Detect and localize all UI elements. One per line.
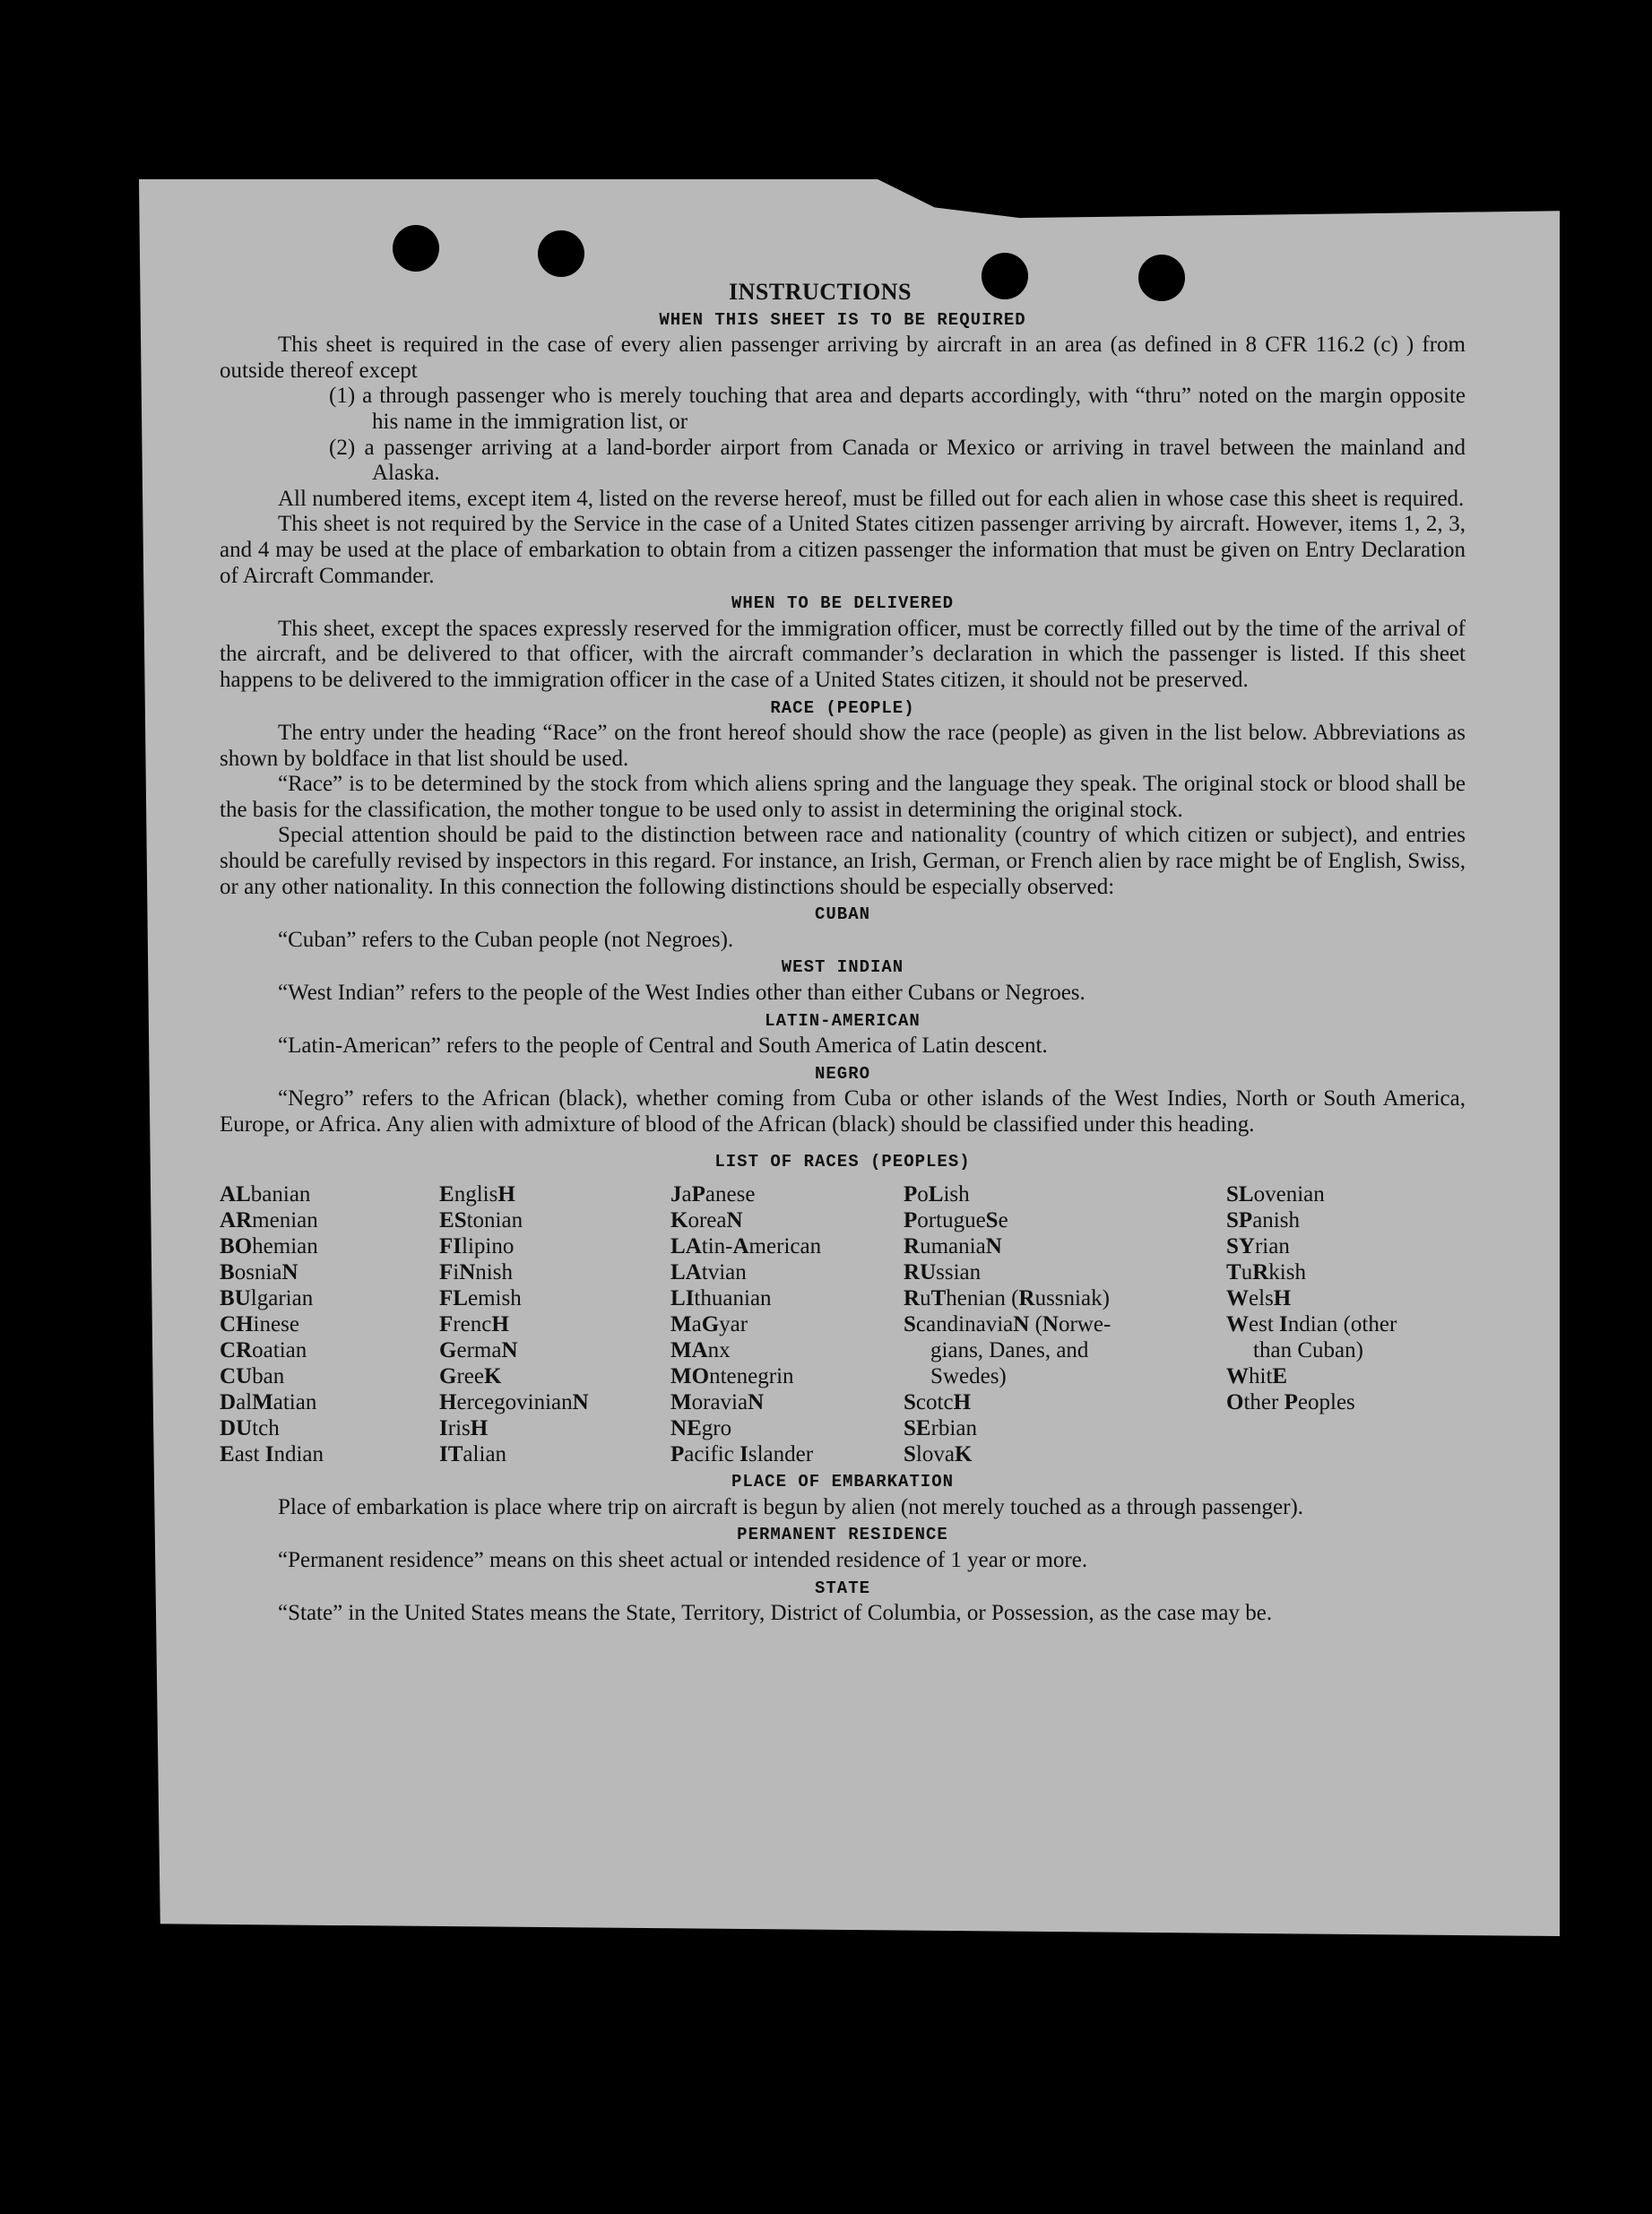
- race-item: gians, Danes, and: [930, 1338, 1089, 1363]
- race-item: PortugueSe: [904, 1208, 1008, 1233]
- race-item: ScotcH: [904, 1390, 972, 1415]
- race-item: CHinese: [220, 1312, 299, 1337]
- section-heading: CUBAN: [814, 904, 870, 925]
- race-item: LIthuanian: [670, 1286, 772, 1311]
- paragraph: “Permanent residence” means on this sheet actual or intended residence of 1 year or more.: [278, 1547, 1088, 1572]
- race-item: MOntenegrin: [670, 1364, 794, 1389]
- race-item: FLemish: [439, 1286, 522, 1311]
- race-item: RuThenian (Russniak): [904, 1286, 1110, 1311]
- race-item: ARmenian: [220, 1208, 318, 1233]
- race-item: SLovenian: [1226, 1182, 1325, 1207]
- paragraph: Place of embarkation is place where trip on aircraft is begun by alien (not merely touched as a through passenger).: [278, 1494, 1304, 1519]
- race-item: RUssian: [904, 1260, 982, 1285]
- paragraph: “State” in the United States means the State, Territory, District of Columbia, or Possession, as the case may be.: [278, 1601, 1273, 1626]
- paragraph: “Cuban” refers to the Cuban people (not Negroes).: [278, 927, 734, 952]
- paragraph: “West Indian” refers to the people of the West Indies other than either Cubans or Negroes.: [278, 981, 1085, 1006]
- paragraph: All numbered items, except item 4, listed on the reverse hereof, must be filled out for each alien in whose case this sheet is required.: [278, 486, 1465, 511]
- punch-hole: [393, 225, 439, 272]
- section-heading: WHEN THIS SHEET IS TO BE REQUIRED: [659, 309, 1026, 330]
- paragraph: “Negro” refers to the African (black), whether coming from Cuba or other islands of the West Indies, North or South America, Europe, or Africa. Any alien with admixture of blood of the African (black) should be classified under this heading.: [220, 1086, 1466, 1137]
- race-item: FrencH: [439, 1312, 509, 1337]
- race-item: FiNnish: [439, 1260, 513, 1285]
- race-item: NEgro: [670, 1416, 732, 1441]
- section-heading: PLACE OF EMBARKATION: [731, 1472, 955, 1492]
- races-list: [220, 1181, 1466, 1467]
- race-item: GreeK: [439, 1364, 502, 1389]
- section-heading: WHEN TO BE DELIVERED: [731, 593, 955, 614]
- section-heading: PERMANENT RESIDENCE: [737, 1525, 948, 1545]
- race-item: West Indian (other: [1226, 1312, 1397, 1337]
- race-item: MAnx: [670, 1338, 731, 1363]
- race-item: SErbian: [904, 1416, 977, 1441]
- race-item: IrisH: [439, 1416, 489, 1441]
- races-column: [670, 1181, 904, 1467]
- races-column: [904, 1181, 1226, 1467]
- race-item: GermaN: [439, 1338, 518, 1363]
- race-item: FIlipino: [439, 1234, 515, 1259]
- race-item: BOhemian: [220, 1234, 318, 1259]
- race-item: WelsH: [1226, 1286, 1292, 1311]
- race-item: than Cuban): [1253, 1338, 1363, 1363]
- race-item: EnglisH: [439, 1182, 515, 1207]
- race-item: EStonian: [439, 1208, 523, 1233]
- page-title: INSTRUCTIONS: [729, 279, 912, 305]
- race-item: MaGyar: [670, 1312, 748, 1337]
- race-item: SPanish: [1226, 1208, 1300, 1233]
- race-item: CUban: [220, 1364, 285, 1389]
- punch-hole: [538, 230, 584, 277]
- race-item: ITalian: [439, 1442, 507, 1467]
- race-item: ScandinaviaN (Norwe-: [904, 1312, 1111, 1337]
- section-heading: STATE: [814, 1578, 870, 1598]
- race-item: LAtin-American: [670, 1234, 822, 1259]
- race-item: JaPanese: [670, 1182, 756, 1207]
- race-item: BUlgarian: [220, 1286, 314, 1311]
- race-item: WhitE: [1226, 1364, 1288, 1389]
- race-item: LAtvian: [670, 1260, 747, 1285]
- race-item: PoLish: [904, 1182, 970, 1207]
- race-item: DUtch: [220, 1416, 280, 1441]
- race-item: KoreaN: [670, 1208, 743, 1233]
- section-heading: NEGRO: [814, 1063, 870, 1084]
- race-item: TuRkish: [1226, 1260, 1306, 1285]
- race-item: East Indian: [220, 1442, 324, 1467]
- paragraph: This sheet is not required by the Service in the case of a United States citizen passenger arriving by aircraft. However, items 1, 2, 3, and 4 may be used at the place of embarkation to obtain from a citizen passenger the information that must be given on Entry Declaration of Aircraft Commander.: [220, 512, 1466, 588]
- section-heading: LATIN-AMERICAN: [765, 1010, 921, 1031]
- races-column: [220, 1181, 439, 1467]
- race-item: BosniaN: [220, 1260, 298, 1285]
- paragraph: “Latin-American” refers to the people of Central and South America of Latin descent.: [278, 1033, 1048, 1059]
- races-column: [439, 1181, 670, 1467]
- section-heading: WEST INDIAN: [781, 957, 904, 978]
- paragraph: This sheet is required in the case of every alien passenger arriving by aircraft in an area (as defined in 8 CFR 116.2 (c) ) from outside thereof except: [220, 333, 1466, 383]
- paragraph: Special attention should be paid to the distinction between race and nationality (country of which citizen or subject), and entries should be carefully revised by inspectors in this regard. For instance, an Irish, German, or French alien by race might be of English, Swiss, or any other nationality. In this connection the following distinctions should be especially observed:: [220, 823, 1466, 899]
- section-heading: LIST OF RACES (PEOPLES): [714, 1151, 971, 1172]
- race-item: RumaniaN: [904, 1234, 1002, 1259]
- races-column: [1226, 1181, 1459, 1467]
- paragraph: This sheet, except the spaces expressly reserved for the immigration officer, must be correctly filled out by the time of the arrival of the aircraft, and be delivered to that officer, with the aircraft commander’s declaration in which the passenger is listed. If this sheet happens to be delivered to the immigration officer in the case of a United States citizen, it should not be preserved.: [220, 616, 1466, 692]
- section-heading: RACE (PEOPLE): [770, 697, 915, 718]
- race-item: CRoatian: [220, 1338, 307, 1363]
- race-item: DalMatian: [220, 1390, 317, 1415]
- race-item: MoraviaN: [670, 1390, 765, 1415]
- race-item: SYrian: [1226, 1234, 1290, 1259]
- instructions-body: [220, 280, 1466, 1627]
- paragraph: The entry under the heading “Race” on the front hereof should show the race (people) as given in the list below. Abbreviations as shown by boldface in that list should be used.: [220, 721, 1466, 771]
- list-item: (2) a passenger arriving at a land-border airport from Canada or Mexico or arriving in travel between the mainland and Alaska.: [329, 435, 1466, 486]
- race-item: SlovaK: [904, 1442, 973, 1467]
- paragraph: “Race” is to be determined by the stock from which aliens spring and the language they speak. The original stock or blood shall be the basis for the classification, the mother tongue to be used only to assist in determining the original stock.: [220, 772, 1466, 822]
- race-item: ALbanian: [220, 1182, 311, 1207]
- race-item: Other Peoples: [1226, 1390, 1355, 1415]
- race-item: HercegovinianN: [439, 1390, 589, 1415]
- race-item: Swedes): [930, 1364, 1007, 1389]
- list-item: (1) a through passenger who is merely touching that area and departs accordingly, with “thru” noted on the margin opposite his name in the immigration list, or: [329, 384, 1466, 434]
- race-item: Pacific Islander: [670, 1442, 814, 1467]
